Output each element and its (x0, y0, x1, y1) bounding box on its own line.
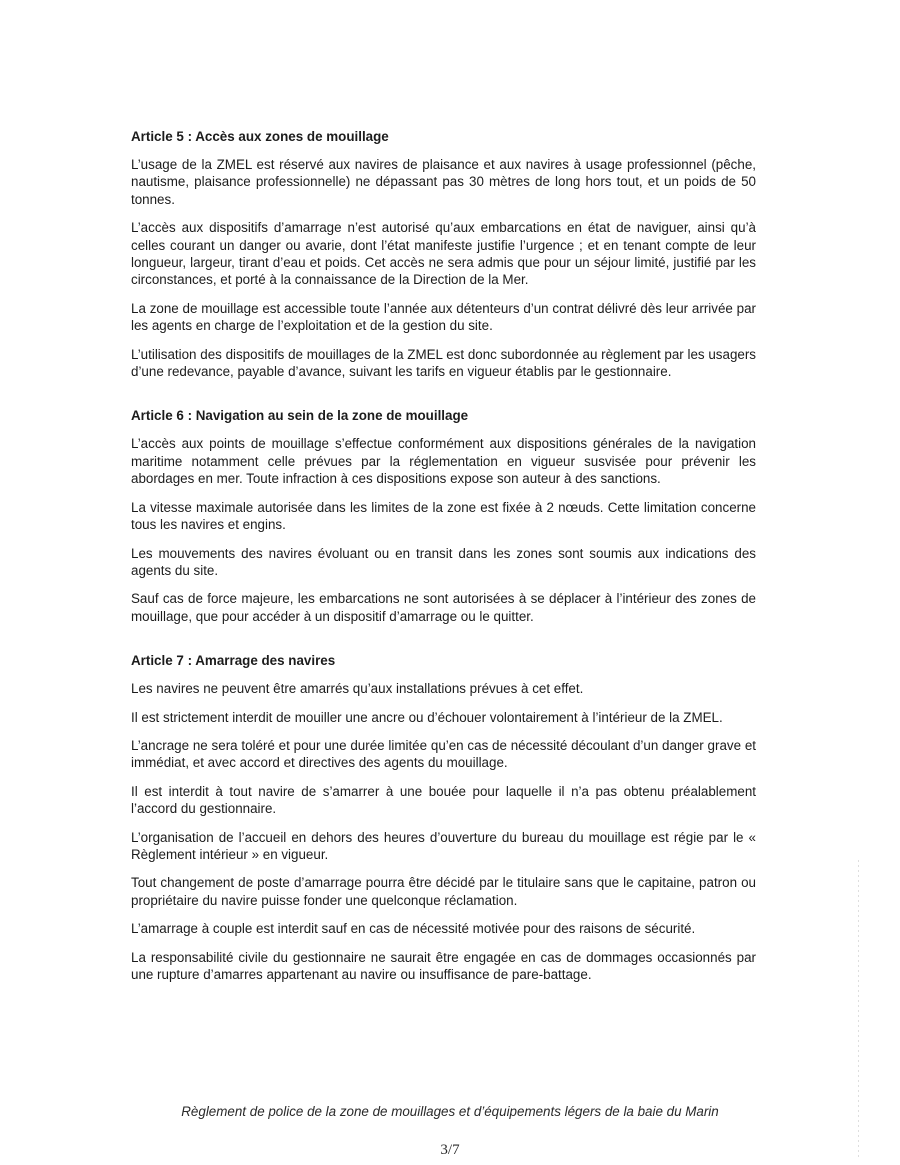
page-number: 3/7 (440, 1142, 460, 1158)
article-7-title: Article 7 : Amarrage des navires (131, 653, 336, 669)
article-5 (131, 128, 756, 380)
document-body (131, 128, 756, 994)
article-7-paragraph-5: L’organisation de l’accueil en dehors des heures d’ouverture du bureau du mouillage est régie par le « Règlement intérieur » en vigueur. (131, 829, 756, 862)
article-7-paragraph-3: L’ancrage ne sera toléré et pour une durée limitée qu’en cas de nécessité découlant d’un danger grave et immédiat, et avec accord et directives des agents du mouillage. (131, 737, 756, 771)
article-6-paragraph-3: Les mouvements des navires évoluant ou en transit dans les zones sont soumis aux indications des agents du site. (131, 545, 756, 578)
article-5-title: Article 5 : Accès aux zones de mouillage (131, 129, 389, 144)
article-7-paragraph-4: Il est interdit à tout navire de s’amarrer à une bouée pour laquelle il n’a pas obtenu préalablement l’accord du gestionnaire. (131, 783, 756, 817)
article-6-title: Article 6 : Navigation au sein de la zone de mouillage (131, 408, 469, 424)
article-5-paragraph-3: La zone de mouillage est accessible toute l’année aux détenteurs d’un contrat délivré dès leur arrivée par les agents en charge de l’exploitation et de la gestion du site. (131, 300, 756, 334)
article-5-paragraph-2: L’accès aux dispositifs d’amarrage n’est autorisé qu’aux embarcations en état de naviguer, ainsi qu’à celles courant un danger ou avarie, dont l’état manifeste justifie l’urgence ; et en tenant compte de leur longueur, largeur, tirant d’eau et poids. Cet accès ne sera admis que pour un séjour limité, justifié par les circonstances, et porté à la connaissance de la Direction de la Mer. (131, 220, 756, 288)
article-5-paragraph-1: L’usage de la ZMEL est réservé aux navires de plaisance et aux navires à usage professionnel (pêche, nautisme, plaisance professionnelle) ne dépassant pas 30 mètres de long hors tout, et un poids de 50 tonnes. (131, 157, 756, 207)
footer-document-title: Règlement de police de la zone de mouillages et d’équipements légers de la baie du Marin (181, 1104, 719, 1119)
article-6-paragraph-1: L’accès aux points de mouillage s’effectue conformément aux dispositions générales de la navigation maritime notamment celle prévues par la réglementation en vigueur susvisée pour prévenir les abordages en mer. Toute infraction à ces dispositions expose son auteur à des sanctions. (131, 436, 756, 487)
article-7-paragraph-7: L’amarrage à couple est interdit sauf en cas de nécessité motivée pour des raisons de sécurité. (131, 921, 696, 937)
article-5-paragraph-4: L’utilisation des dispositifs de mouillages de la ZMEL est donc subordonnée au règlement par les usagers d’une redevance, payable d’avance, suivant les tarifs en vigueur établis par le gestionnaire. (131, 346, 756, 380)
article-6-paragraph-2: La vitesse maximale autorisée dans les limites de la zone est fixée à 2 nœuds. Cette limitation concerne tous les navires et engins. (131, 499, 756, 533)
article-7-paragraph-1: Les navires ne peuvent être amarrés qu’aux installations prévues à cet effet. (131, 681, 584, 697)
article-6-paragraph-4: Sauf cas de force majeure, les embarcations ne sont autorisées à se déplacer à l’intérieur des zones de mouillage, que pour accéder à un dispositif d’amarrage ou le quitter. (131, 591, 756, 624)
article-7-paragraph-6: Tout changement de poste d’amarrage pourra être décidé par le titulaire sans que le capitaine, patron ou propriétaire du navire puisse fonder une quelconque réclamation. (131, 875, 756, 908)
scan-edge-artifact (858, 860, 859, 1160)
article-6 (131, 407, 756, 625)
article-7 (131, 652, 756, 983)
article-7-paragraph-8: La responsabilité civile du gestionnaire ne saurait être engagée en cas de dommages occasionnés par une rupture d’amarres appartenant au navire ou insuffisance de pare-battage. (131, 949, 756, 982)
article-7-paragraph-2: Il est strictement interdit de mouiller une ancre ou d’échouer volontairement à l’intérieur de la ZMEL. (131, 709, 723, 725)
